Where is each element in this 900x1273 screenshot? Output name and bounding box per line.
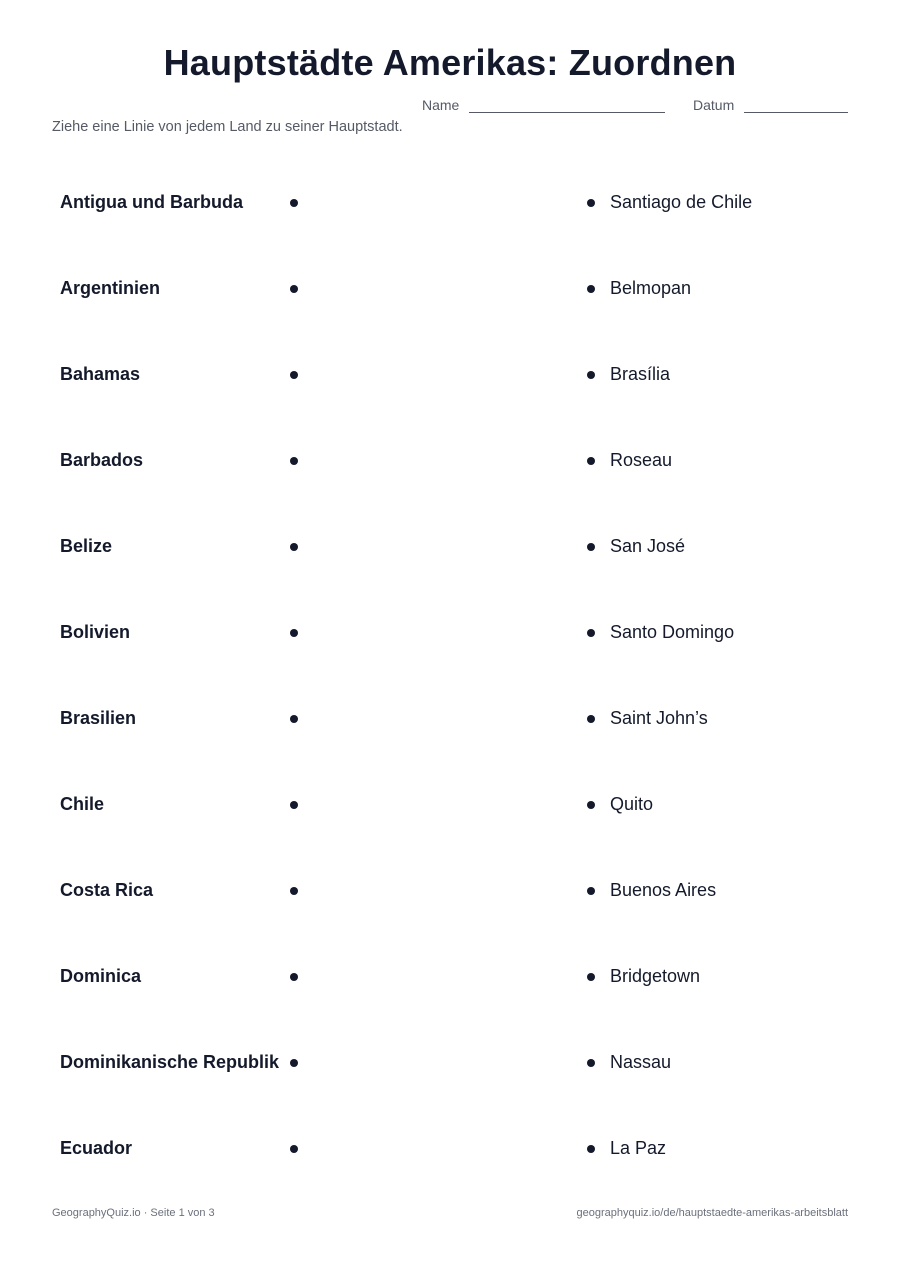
country-dot[interactable] <box>290 285 298 293</box>
capital-label: San José <box>610 536 686 556</box>
footer-page-info: GeographyQuiz.io · Seite 1 von 3 <box>52 1207 215 1219</box>
capital-dot[interactable] <box>587 199 595 207</box>
match-row <box>0 418 900 504</box>
country-label: Barbados <box>60 450 144 470</box>
matching-rows <box>0 160 900 1192</box>
capital-label: La Paz <box>610 1138 667 1158</box>
capital-label: Belmopan <box>610 278 692 298</box>
country-dot[interactable] <box>290 457 298 465</box>
country-dot[interactable] <box>290 801 298 809</box>
capital-label: Bridgetown <box>610 966 701 986</box>
capital-label: Nassau <box>610 1052 672 1072</box>
capital-dot[interactable] <box>587 457 595 465</box>
country-label: Costa Rica <box>60 880 154 900</box>
country-dot[interactable] <box>290 371 298 379</box>
country-label: Chile <box>60 794 105 814</box>
country-dot[interactable] <box>290 543 298 551</box>
country-dot[interactable] <box>290 629 298 637</box>
match-row <box>0 246 900 332</box>
date-field <box>693 96 848 113</box>
capital-label: Santo Domingo <box>610 622 735 642</box>
match-row <box>0 332 900 418</box>
country-label: Dominikanische Republik <box>60 1052 280 1072</box>
country-label: Bolivien <box>60 622 131 642</box>
country-label: Belize <box>60 536 113 556</box>
name-label: Name <box>422 97 460 113</box>
country-dot[interactable] <box>290 199 298 207</box>
country-dot[interactable] <box>290 715 298 723</box>
country-dot[interactable] <box>290 1059 298 1067</box>
country-dot[interactable] <box>290 887 298 895</box>
country-label: Bahamas <box>60 364 141 384</box>
match-row <box>0 1106 900 1192</box>
capital-dot[interactable] <box>587 371 595 379</box>
capital-dot[interactable] <box>587 887 595 895</box>
capital-dot[interactable] <box>587 629 595 637</box>
match-row <box>0 848 900 934</box>
date-line[interactable] <box>744 96 848 113</box>
country-label: Antigua und Barbuda <box>60 192 243 212</box>
page-title: Hauptstädte Amerikas: Zuordnen <box>163 42 737 83</box>
capital-dot[interactable] <box>587 1059 595 1067</box>
capital-dot[interactable] <box>587 285 595 293</box>
match-row <box>0 1020 900 1106</box>
capital-dot[interactable] <box>587 1145 595 1153</box>
capital-label: Saint John’s <box>610 708 708 728</box>
capital-dot[interactable] <box>587 715 595 723</box>
country-label: Dominica <box>60 966 142 986</box>
capital-dot[interactable] <box>587 801 595 809</box>
match-row <box>0 762 900 848</box>
footer-url: geographyquiz.io/de/hauptstaedte-amerikas-arbeitsblatt <box>576 1207 848 1219</box>
capital-dot[interactable] <box>587 973 595 981</box>
country-dot[interactable] <box>290 1145 298 1153</box>
date-label: Datum <box>693 97 735 113</box>
capital-label: Roseau <box>610 450 673 470</box>
capital-label: Buenos Aires <box>610 880 717 900</box>
capital-label: Quito <box>610 794 654 814</box>
country-label: Ecuador <box>60 1138 133 1158</box>
capital-label: Santiago de Chile <box>610 192 753 212</box>
instructions: Ziehe eine Linie von jedem Land zu seiner Hauptstadt. <box>52 119 403 135</box>
match-row <box>0 160 900 246</box>
name-field <box>422 96 665 113</box>
name-line[interactable] <box>469 96 665 113</box>
country-label: Argentinien <box>60 278 161 298</box>
capital-dot[interactable] <box>587 543 595 551</box>
match-row <box>0 676 900 762</box>
country-dot[interactable] <box>290 973 298 981</box>
match-row <box>0 504 900 590</box>
country-label: Brasilien <box>60 708 137 728</box>
capital-label: Brasília <box>610 364 671 384</box>
match-row <box>0 934 900 1020</box>
match-row <box>0 590 900 676</box>
